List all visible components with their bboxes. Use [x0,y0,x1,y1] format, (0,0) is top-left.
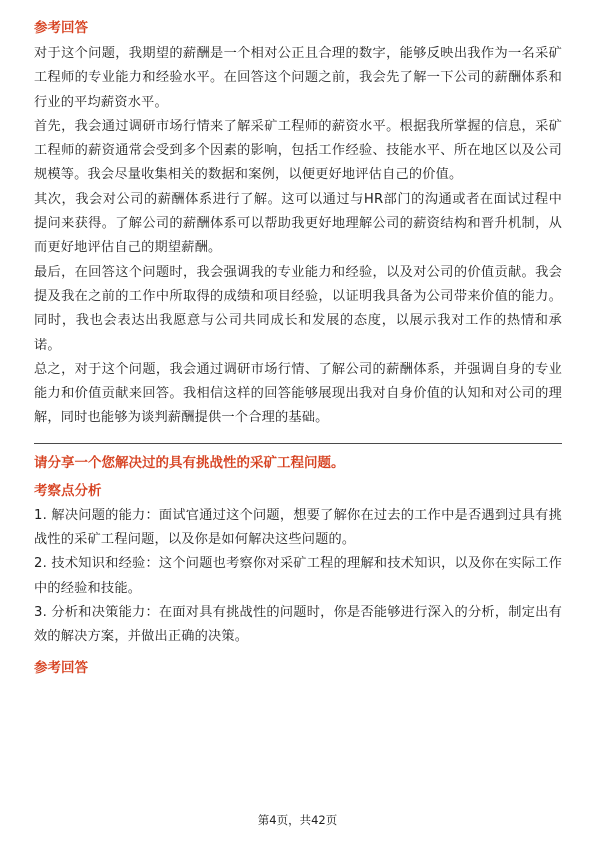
answer-paragraph-2: 首先，我会通过调研市场行情来了解采矿工程师的薪资水平。根据我所掌握的信息，采矿工程师的薪资通常会受到多个因素的影响，包括工作经验、技能水平、所在地区以及公司规模等。我会尽量收集相关的数据和案例，以便更好地评估自己的价值。 [34,118,562,183]
answer-paragraph-4: 最后，在回答这个问题时，我会强调我的专业能力和经验，以及对公司的价值贡献。我会提及我在之前的工作中所取得的成绩和项目经验，以证明我具备为公司带来价值的能力。同时，我也会表达出我愿意与公司共同成长和发展的态度，以展示我对工作的热情和承诺。 [34,264,562,353]
analysis-heading: 考察点分析 [34,482,102,499]
section-divider [34,443,562,444]
reference-answer-heading: 参考回答 [34,20,88,36]
analysis-point-2: 2. 技术知识和经验：这个问题也考察你对采矿工程的理解和技术知识，以及你在实际工作中的经验和技能。 [34,556,562,596]
answer-paragraph-5: 总之，对于这个问题，我会通过调研市场行情、了解公司的薪酬体系，并强调自身的专业能力和价值贡献来回答。我相信这样的回答能够展现出我对自身价值的认知和对公司的理解，同时也能够为谈判薪酬提供一个合理的基础。 [34,361,562,426]
analysis-point-1: 1. 解决问题的能力：面试官通过这个问题，想要了解你在过去的工作中是否遇到过具有挑战性的采矿工程问题，以及你是如何解决这些问题的。 [34,507,562,548]
answer-paragraph-3: 其次，我会对公司的薪酬体系进行了解。这可以通过与HR部门的沟通或者在面试过程中提问来获得。了解公司的薪酬体系可以帮助我更好地理解公司的薪资结构和晋升机制，从而更好地评估自己的期望薪酬。 [34,191,562,256]
answer-paragraph-1: 对于这个问题，我期望的薪酬是一个相对公正且合理的数字，能够反映出我作为一名采矿工程师的专业能力和经验水平。在回答这个问题之前，我会先了解一下公司的薪酬体系和行业的平均薪资水平。 [34,46,562,110]
analysis-point-3: 3. 分析和决策能力：在面对具有挑战性的问题时，你是否能够进行深入的分析，制定出有效的解决方案，并做出正确的决策。 [34,604,562,645]
interview-question: 请分享一个您解决过的具有挑战性的采矿工程问题。 [34,454,345,471]
page-content [34,18,562,682]
page-number: 第4页，共42页 [257,813,338,827]
reference-answer-heading-2: 参考回答 [34,659,88,676]
